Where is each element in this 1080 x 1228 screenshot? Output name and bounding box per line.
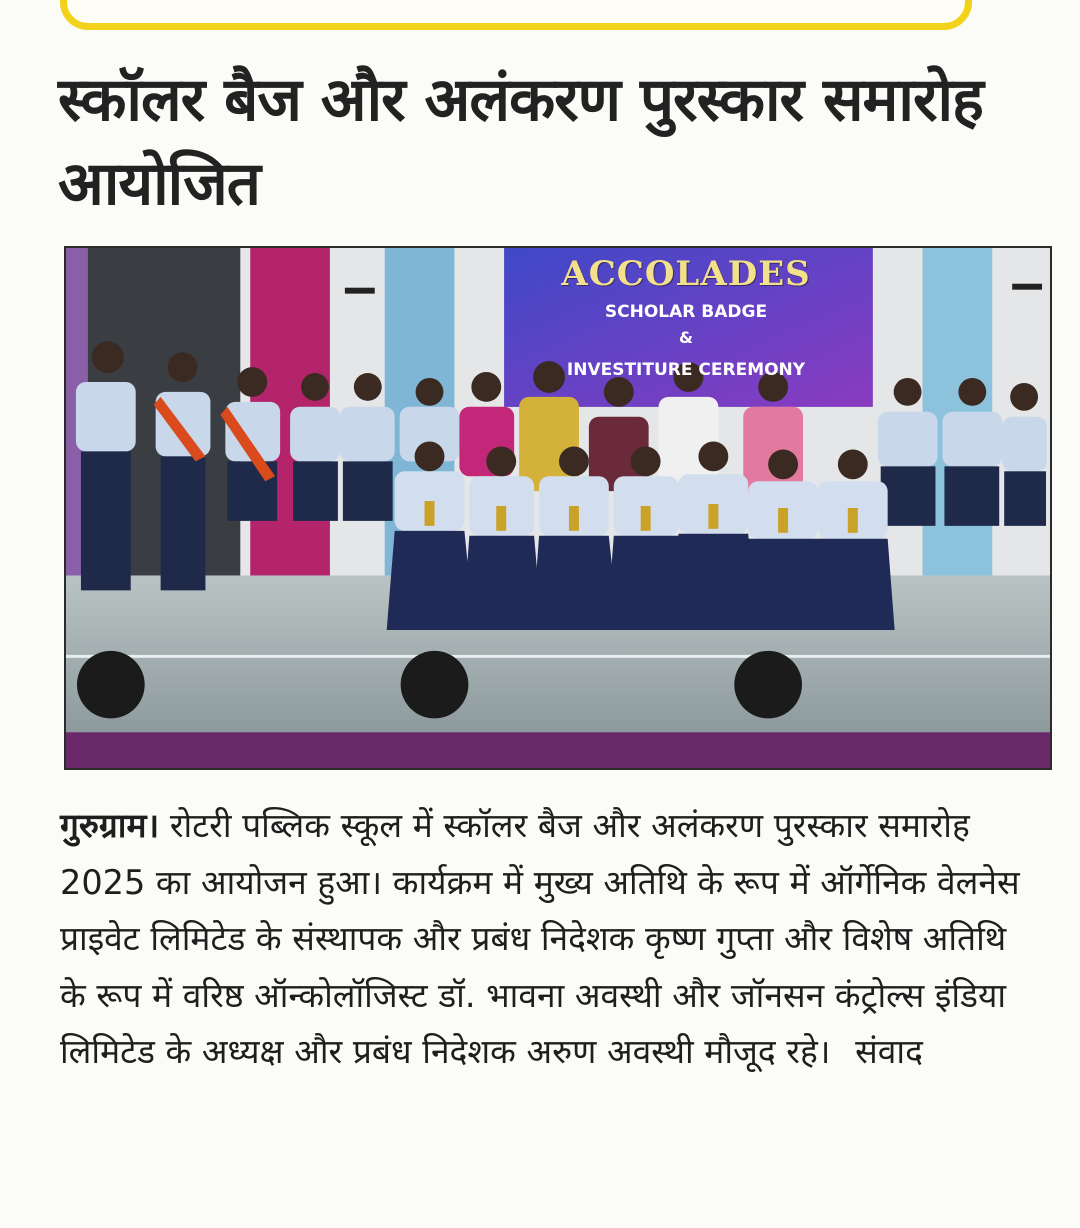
- article-body: [60, 798, 1035, 1081]
- banner-title: ACCOLADES: [561, 254, 811, 294]
- credit: संवाद: [855, 1032, 923, 1071]
- event-photo: [64, 246, 1052, 770]
- banner-ampersand: &: [679, 328, 693, 347]
- headline: स्कॉलर बैज और अलंकरण पुरस्कार समारोह आयोजित: [58, 65, 983, 219]
- stage-scene: [66, 248, 1050, 768]
- previous-article-box: [60, 0, 972, 30]
- banner-line-2: INVESTITURE CEREMONY: [566, 360, 806, 380]
- article-text: रोटरी पब्लिक स्कूल में स्कॉलर बैज और अलंकरण पुरस्कार समारोह 2025 का आयोजन हुआ। कार्यक्रम में मुख्य अतिथि के रूप में ऑर्गेनिक वेलनेस प्राइवेट लिमिटेड के संस्थापक और प्रबंध निदेशक कृष्ण गुप्ता और विशेष अतिथि के रूप में वरिष्ठ ऑन्कोलॉजिस्ट डॉ. भावना अवस्थी और जॉनसन कंट्रोल्स इंडिया लिमिटेड के अध्यक्ष और प्रबंध निदेशक अरुण अवस्थी मौजूद रहे।: [60, 806, 1020, 1071]
- dateline: गुरुग्राम।: [60, 806, 160, 845]
- banner-line-1: SCHOLAR BADGE: [604, 302, 768, 322]
